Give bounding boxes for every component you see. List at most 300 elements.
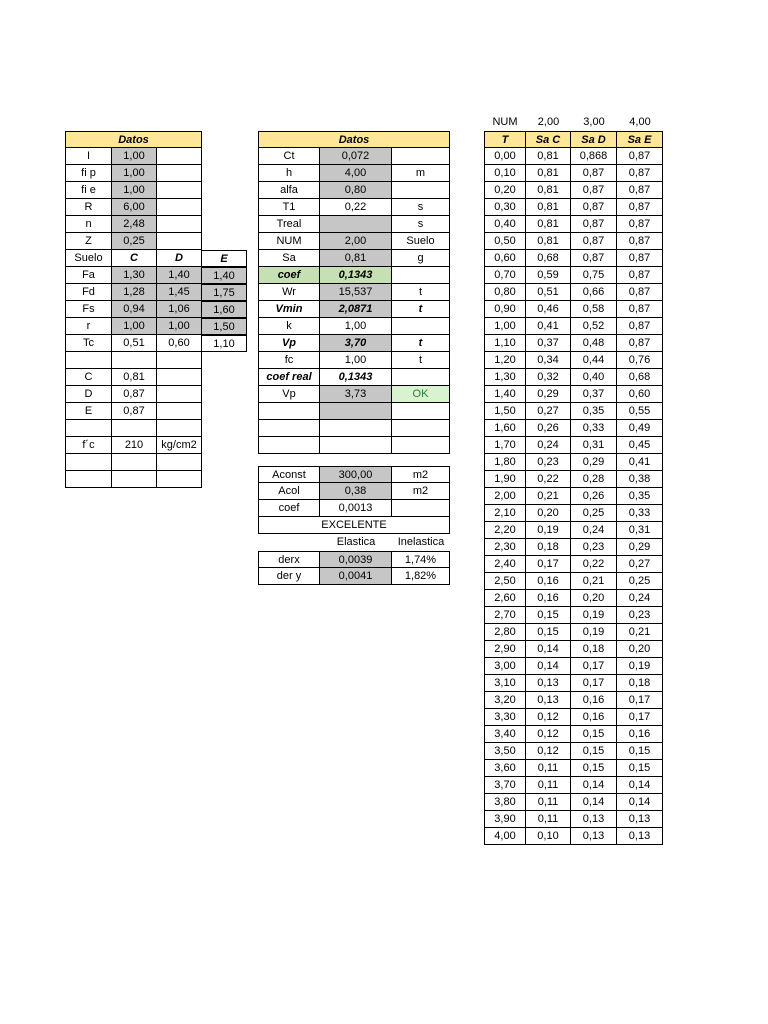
- spectrum-cell-r32-c1[interactable]: 0,13: [526, 692, 571, 709]
- num-row-cell-1[interactable]: 2,00: [537, 116, 560, 128]
- spectrum-cell-r24-c2[interactable]: 0,22: [571, 556, 617, 573]
- spectrum-cell-r27-c0[interactable]: 2,70: [484, 607, 526, 624]
- mid-cell-r11-c2[interactable]: t: [392, 335, 450, 352]
- spectrum-cell-r15-c1[interactable]: 0,27: [526, 403, 571, 420]
- spectrum-cell-r23-c0[interactable]: 2,30: [484, 539, 526, 556]
- spectrum-cell-r36-c1[interactable]: 0,11: [526, 760, 571, 777]
- mid-cell-r12-c2[interactable]: t: [392, 352, 450, 369]
- left-cell-r19-c2[interactable]: [157, 471, 202, 488]
- spectrum-cell-r16-c0[interactable]: 1,60: [484, 420, 526, 437]
- mid-cell-r6-c1[interactable]: 0,81: [320, 250, 392, 267]
- left-cell-r15-c1[interactable]: 0,87: [112, 403, 157, 420]
- verdict-cell[interactable]: EXCELENTE: [258, 517, 450, 534]
- spectrum-cell-r38-c2[interactable]: 0,14: [571, 794, 617, 811]
- spectrum-cell-r18-c0[interactable]: 1,80: [484, 454, 526, 471]
- spectrum-cell-r30-c3[interactable]: 0,19: [617, 658, 663, 675]
- spectrum-cell-r33-c3[interactable]: 0,17: [617, 709, 663, 726]
- mid-cell-r10-c0[interactable]: k: [258, 318, 320, 335]
- mid-cell-r4-c1[interactable]: [320, 216, 392, 233]
- empty-cell[interactable]: [202, 131, 247, 148]
- left-cell-r17-c2[interactable]: kg/cm2: [157, 437, 202, 454]
- left-cell-r18-c2[interactable]: [157, 454, 202, 471]
- spectrum-cell-r11-c1[interactable]: 0,37: [526, 335, 571, 352]
- left-cell-r13-c2[interactable]: [157, 369, 202, 386]
- spectrum-cell-r36-c2[interactable]: 0,15: [571, 760, 617, 777]
- spectrum-cell-r11-c0[interactable]: 1,10: [484, 335, 526, 352]
- spectrum-header-3[interactable]: Sa E: [617, 131, 663, 148]
- spectrum-cell-r24-c0[interactable]: 2,40: [484, 556, 526, 573]
- spectrum-cell-r20-c2[interactable]: 0,26: [571, 488, 617, 505]
- spectrum-cell-r15-c2[interactable]: 0,35: [571, 403, 617, 420]
- left-cell-r15-c3[interactable]: [202, 403, 247, 420]
- spectrum-cell-r26-c3[interactable]: 0,24: [617, 590, 663, 607]
- spectrum-cell-r19-c3[interactable]: 0,38: [617, 471, 663, 488]
- spectrum-cell-r6-c1[interactable]: 0,68: [526, 250, 571, 267]
- spectrum-cell-r4-c1[interactable]: 0,81: [526, 216, 571, 233]
- spectrum-cell-r25-c3[interactable]: 0,25: [617, 573, 663, 590]
- mid-cell-r5-c0[interactable]: NUM: [258, 233, 320, 250]
- spectrum-cell-r30-c0[interactable]: 3,00: [484, 658, 526, 675]
- spectrum-cell-r1-c2[interactable]: 0,87: [571, 165, 617, 182]
- spectrum-cell-r27-c2[interactable]: 0,19: [571, 607, 617, 624]
- spectrum-cell-r28-c3[interactable]: 0,21: [617, 624, 663, 641]
- spectrum-cell-r34-c0[interactable]: 3,40: [484, 726, 526, 743]
- spectrum-cell-r1-c0[interactable]: 0,10: [484, 165, 526, 182]
- left-cell-r5-c1[interactable]: 0,25: [112, 233, 157, 250]
- left-cell-r12-c2[interactable]: [157, 352, 202, 369]
- spectrum-cell-r33-c0[interactable]: 3,30: [484, 709, 526, 726]
- spectrum-cell-r39-c2[interactable]: 0,13: [571, 811, 617, 828]
- spectrum-cell-r38-c1[interactable]: 0,11: [526, 794, 571, 811]
- spectrum-cell-r1-c3[interactable]: 0,87: [617, 165, 663, 182]
- spectrum-cell-r8-c1[interactable]: 0,51: [526, 284, 571, 301]
- drift-header-0[interactable]: [258, 534, 320, 551]
- spectrum-cell-r10-c3[interactable]: 0,87: [617, 318, 663, 335]
- left-cell-r14-c3[interactable]: [202, 386, 247, 403]
- mid-cell-r11-c0[interactable]: Vp: [258, 335, 320, 352]
- lower-cell-r2-c2[interactable]: [392, 500, 450, 517]
- spectrum-cell-r17-c3[interactable]: 0,45: [617, 437, 663, 454]
- spectrum-cell-r31-c3[interactable]: 0,18: [617, 675, 663, 692]
- spectrum-cell-r34-c2[interactable]: 0,15: [571, 726, 617, 743]
- mid-cell-r12-c0[interactable]: fc: [258, 352, 320, 369]
- spectrum-cell-r34-c1[interactable]: 0,12: [526, 726, 571, 743]
- spectrum-cell-r36-c3[interactable]: 0,15: [617, 760, 663, 777]
- spectrum-cell-r17-c1[interactable]: 0,24: [526, 437, 571, 454]
- spectrum-cell-r26-c2[interactable]: 0,20: [571, 590, 617, 607]
- left-cell-r0-c1[interactable]: 1,00: [112, 148, 157, 165]
- spectrum-cell-r37-c1[interactable]: 0,11: [526, 777, 571, 794]
- mid-cell-r10-c2[interactable]: [392, 318, 450, 335]
- left-cell-r7-c1[interactable]: 1,30: [112, 267, 157, 284]
- spectrum-cell-r28-c2[interactable]: 0,19: [571, 624, 617, 641]
- left-cell-r16-c3[interactable]: [202, 420, 247, 437]
- spectrum-cell-r26-c1[interactable]: 0,16: [526, 590, 571, 607]
- left-cell-r11-c2[interactable]: 0,60: [157, 335, 202, 352]
- spectrum-cell-r22-c3[interactable]: 0,31: [617, 522, 663, 539]
- spectrum-cell-r26-c0[interactable]: 2,60: [484, 590, 526, 607]
- spectrum-cell-r0-c1[interactable]: 0,81: [526, 148, 571, 165]
- spectrum-cell-r16-c1[interactable]: 0,26: [526, 420, 571, 437]
- mid-cell-r9-c0[interactable]: Vmin: [258, 301, 320, 318]
- lower-cell-r0-c0[interactable]: Aconst: [258, 466, 320, 483]
- left-cell-r4-c0[interactable]: n: [65, 216, 112, 233]
- spectrum-cell-r34-c3[interactable]: 0,16: [617, 726, 663, 743]
- mid-cell-r4-c2[interactable]: s: [392, 216, 450, 233]
- spectrum-cell-r8-c0[interactable]: 0,80: [484, 284, 526, 301]
- spectrum-cell-r31-c2[interactable]: 0,17: [571, 675, 617, 692]
- left-cell-r4-c3[interactable]: [202, 216, 247, 233]
- spectrum-cell-r2-c1[interactable]: 0,81: [526, 182, 571, 199]
- left-cell-r4-c2[interactable]: [157, 216, 202, 233]
- spectrum-cell-r12-c3[interactable]: 0,76: [617, 352, 663, 369]
- num-row-cell-3[interactable]: 4,00: [629, 116, 651, 128]
- left-cell-r17-c3[interactable]: [202, 437, 247, 454]
- spectrum-cell-r21-c1[interactable]: 0,20: [526, 505, 571, 522]
- mid-cell-r8-c2[interactable]: t: [392, 284, 450, 301]
- spectrum-cell-r13-c2[interactable]: 0,40: [571, 369, 617, 386]
- left-cell-r3-c0[interactable]: R: [65, 199, 112, 216]
- spectrum-cell-r35-c0[interactable]: 3,50: [484, 743, 526, 760]
- left-cell-r8-c0[interactable]: Fd: [65, 284, 112, 301]
- left-cell-r5-c0[interactable]: Z: [65, 233, 112, 250]
- spectrum-cell-r30-c1[interactable]: 0,14: [526, 658, 571, 675]
- mid-cell-r1-c0[interactable]: h: [258, 165, 320, 182]
- spectrum-cell-r29-c0[interactable]: 2,90: [484, 641, 526, 658]
- spectrum-cell-r7-c2[interactable]: 0,75: [571, 267, 617, 284]
- left-cell-r14-c0[interactable]: D: [65, 386, 112, 403]
- mid-cell-r7-c0[interactable]: coef: [258, 267, 320, 284]
- mid-cell-r7-c1[interactable]: 0,1343: [320, 267, 392, 284]
- mid-cell-r17-c0[interactable]: [258, 437, 320, 454]
- spectrum-cell-r25-c2[interactable]: 0,21: [571, 573, 617, 590]
- spectrum-cell-r21-c0[interactable]: 2,10: [484, 505, 526, 522]
- spectrum-cell-r19-c0[interactable]: 1,90: [484, 471, 526, 488]
- spectrum-cell-r16-c3[interactable]: 0,49: [617, 420, 663, 437]
- spectrum-cell-r21-c3[interactable]: 0,33: [617, 505, 663, 522]
- mid-cell-r5-c2[interactable]: Suelo: [392, 233, 450, 250]
- mid-cell-r9-c2[interactable]: t: [392, 301, 450, 318]
- spectrum-cell-r16-c2[interactable]: 0,33: [571, 420, 617, 437]
- mid-cell-r3-c0[interactable]: T1: [258, 199, 320, 216]
- spectrum-cell-r25-c0[interactable]: 2,50: [484, 573, 526, 590]
- spectrum-cell-r3-c1[interactable]: 0,81: [526, 199, 571, 216]
- mid-cell-r2-c2[interactable]: [392, 182, 450, 199]
- drift-cell-r0-c2[interactable]: 1,74%: [392, 551, 450, 568]
- spectrum-cell-r28-c1[interactable]: 0,15: [526, 624, 571, 641]
- spectrum-cell-r5-c0[interactable]: 0,50: [484, 233, 526, 250]
- drift-cell-r0-c0[interactable]: derx: [258, 551, 320, 568]
- spectrum-cell-r37-c3[interactable]: 0,14: [617, 777, 663, 794]
- left-cell-r6-c2[interactable]: D: [157, 250, 202, 267]
- spectrum-cell-r30-c2[interactable]: 0,17: [571, 658, 617, 675]
- mid-cell-r14-c0[interactable]: Vp: [258, 386, 320, 403]
- spectrum-cell-r29-c1[interactable]: 0,14: [526, 641, 571, 658]
- spectrum-cell-r14-c1[interactable]: 0,29: [526, 386, 571, 403]
- spectrum-cell-r10-c0[interactable]: 1,00: [484, 318, 526, 335]
- mid-cell-r7-c2[interactable]: [392, 267, 450, 284]
- spectrum-cell-r39-c0[interactable]: 3,90: [484, 811, 526, 828]
- spectrum-cell-r9-c2[interactable]: 0,58: [571, 301, 617, 318]
- left-cell-r9-c3[interactable]: 1,60: [202, 301, 247, 318]
- spectrum-cell-r18-c2[interactable]: 0,29: [571, 454, 617, 471]
- left-cell-r2-c3[interactable]: [202, 182, 247, 199]
- spectrum-cell-r7-c0[interactable]: 0,70: [484, 267, 526, 284]
- mid-cell-r0-c0[interactable]: Ct: [258, 148, 320, 165]
- mid-cell-r14-c2[interactable]: OK: [392, 386, 450, 403]
- spectrum-cell-r28-c0[interactable]: 2,80: [484, 624, 526, 641]
- lower-cell-r2-c0[interactable]: coef: [258, 500, 320, 517]
- spectrum-cell-r27-c3[interactable]: 0,23: [617, 607, 663, 624]
- spectrum-cell-r40-c2[interactable]: 0,13: [571, 828, 617, 845]
- spectrum-cell-r5-c1[interactable]: 0,81: [526, 233, 571, 250]
- spectrum-cell-r31-c1[interactable]: 0,13: [526, 675, 571, 692]
- mid-table-title[interactable]: Datos: [258, 131, 450, 148]
- spectrum-cell-r15-c0[interactable]: 1,50: [484, 403, 526, 420]
- left-cell-r7-c3[interactable]: 1,40: [202, 267, 247, 284]
- spectrum-cell-r40-c0[interactable]: 4,00: [484, 828, 526, 845]
- left-cell-r13-c0[interactable]: C: [65, 369, 112, 386]
- mid-cell-r12-c1[interactable]: 1,00: [320, 352, 392, 369]
- spectrum-cell-r10-c1[interactable]: 0,41: [526, 318, 571, 335]
- spectrum-header-0[interactable]: T: [484, 131, 526, 148]
- left-cell-r3-c3[interactable]: [202, 199, 247, 216]
- spectrum-cell-r9-c0[interactable]: 0,90: [484, 301, 526, 318]
- spectrum-cell-r24-c3[interactable]: 0,27: [617, 556, 663, 573]
- spectrum-cell-r13-c0[interactable]: 1,30: [484, 369, 526, 386]
- spectrum-header-2[interactable]: Sa D: [571, 131, 617, 148]
- mid-cell-r4-c0[interactable]: Treal: [258, 216, 320, 233]
- left-cell-r19-c0[interactable]: [65, 471, 112, 488]
- spectrum-cell-r5-c2[interactable]: 0,87: [571, 233, 617, 250]
- left-cell-r14-c1[interactable]: 0,87: [112, 386, 157, 403]
- left-cell-r11-c0[interactable]: Tc: [65, 335, 112, 352]
- drift-header-1[interactable]: Elastica: [336, 536, 376, 548]
- spectrum-cell-r0-c3[interactable]: 0,87: [617, 148, 663, 165]
- spectrum-cell-r0-c0[interactable]: 0,00: [484, 148, 526, 165]
- spectrum-cell-r24-c1[interactable]: 0,17: [526, 556, 571, 573]
- spectrum-cell-r35-c1[interactable]: 0,12: [526, 743, 571, 760]
- left-cell-r10-c2[interactable]: 1,00: [157, 318, 202, 335]
- spectrum-cell-r35-c2[interactable]: 0,15: [571, 743, 617, 760]
- left-cell-r4-c1[interactable]: 2,48: [112, 216, 157, 233]
- spectrum-cell-r20-c1[interactable]: 0,21: [526, 488, 571, 505]
- spectrum-cell-r38-c3[interactable]: 0,14: [617, 794, 663, 811]
- mid-cell-r3-c1[interactable]: 0,22: [320, 199, 392, 216]
- mid-cell-r16-c2[interactable]: [392, 420, 450, 437]
- spectrum-cell-r40-c3[interactable]: 0,13: [617, 828, 663, 845]
- left-cell-r1-c3[interactable]: [202, 165, 247, 182]
- left-cell-r8-c3[interactable]: 1,75: [202, 284, 247, 301]
- spectrum-cell-r18-c1[interactable]: 0,23: [526, 454, 571, 471]
- spectrum-cell-r19-c2[interactable]: 0,28: [571, 471, 617, 488]
- left-cell-r8-c1[interactable]: 1,28: [112, 284, 157, 301]
- spectrum-cell-r7-c3[interactable]: 0,87: [617, 267, 663, 284]
- spectrum-cell-r14-c3[interactable]: 0,60: [617, 386, 663, 403]
- spectrum-cell-r2-c2[interactable]: 0,87: [571, 182, 617, 199]
- left-cell-r18-c0[interactable]: [65, 454, 112, 471]
- spectrum-cell-r6-c0[interactable]: 0,60: [484, 250, 526, 267]
- spectrum-cell-r4-c3[interactable]: 0,87: [617, 216, 663, 233]
- left-cell-r0-c0[interactable]: I: [65, 148, 112, 165]
- spectrum-cell-r21-c2[interactable]: 0,25: [571, 505, 617, 522]
- left-cell-r6-c0[interactable]: Suelo: [65, 250, 112, 267]
- left-cell-r19-c3[interactable]: [202, 471, 247, 488]
- spectrum-cell-r22-c0[interactable]: 2,20: [484, 522, 526, 539]
- left-cell-r3-c1[interactable]: 6,00: [112, 199, 157, 216]
- mid-cell-r2-c1[interactable]: 0,80: [320, 182, 392, 199]
- spectrum-cell-r0-c2[interactable]: 0,868: [571, 148, 617, 165]
- left-cell-r12-c1[interactable]: [112, 352, 157, 369]
- spectrum-cell-r12-c0[interactable]: 1,20: [484, 352, 526, 369]
- mid-cell-r5-c1[interactable]: 2,00: [320, 233, 392, 250]
- left-cell-r10-c0[interactable]: r: [65, 318, 112, 335]
- spectrum-cell-r6-c3[interactable]: 0,87: [617, 250, 663, 267]
- mid-cell-r16-c1[interactable]: [320, 420, 392, 437]
- mid-cell-r0-c2[interactable]: [392, 148, 450, 165]
- spectrum-cell-r23-c3[interactable]: 0,29: [617, 539, 663, 556]
- spectrum-cell-r39-c3[interactable]: 0,13: [617, 811, 663, 828]
- spectrum-cell-r9-c1[interactable]: 0,46: [526, 301, 571, 318]
- left-cell-r12-c0[interactable]: [65, 352, 112, 369]
- spectrum-cell-r5-c3[interactable]: 0,87: [617, 233, 663, 250]
- spectrum-cell-r25-c1[interactable]: 0,16: [526, 573, 571, 590]
- spectrum-cell-r14-c0[interactable]: 1,40: [484, 386, 526, 403]
- drift-cell-r1-c1[interactable]: 0,0041: [320, 568, 392, 585]
- spectrum-cell-r36-c0[interactable]: 3,60: [484, 760, 526, 777]
- spectrum-cell-r12-c2[interactable]: 0,44: [571, 352, 617, 369]
- left-cell-r10-c1[interactable]: 1,00: [112, 318, 157, 335]
- spectrum-cell-r32-c0[interactable]: 3,20: [484, 692, 526, 709]
- spectrum-cell-r27-c1[interactable]: 0,15: [526, 607, 571, 624]
- left-cell-r7-c0[interactable]: Fa: [65, 267, 112, 284]
- drift-cell-r1-c2[interactable]: 1,82%: [392, 568, 450, 585]
- mid-cell-r14-c1[interactable]: 3,73: [320, 386, 392, 403]
- left-cell-r1-c0[interactable]: fi p: [65, 165, 112, 182]
- spectrum-cell-r13-c3[interactable]: 0,68: [617, 369, 663, 386]
- mid-cell-r6-c0[interactable]: Sa: [258, 250, 320, 267]
- mid-cell-r13-c2[interactable]: [392, 369, 450, 386]
- left-cell-r8-c2[interactable]: 1,45: [157, 284, 202, 301]
- left-cell-r16-c1[interactable]: [112, 420, 157, 437]
- mid-cell-r6-c2[interactable]: g: [392, 250, 450, 267]
- left-cell-r6-c3[interactable]: E: [202, 250, 247, 267]
- left-cell-r9-c2[interactable]: 1,06: [157, 301, 202, 318]
- mid-cell-r10-c1[interactable]: 1,00: [320, 318, 392, 335]
- spectrum-cell-r14-c2[interactable]: 0,37: [571, 386, 617, 403]
- mid-cell-r3-c2[interactable]: s: [392, 199, 450, 216]
- left-cell-r1-c2[interactable]: [157, 165, 202, 182]
- mid-cell-r17-c1[interactable]: [320, 437, 392, 454]
- left-cell-r18-c1[interactable]: [112, 454, 157, 471]
- spectrum-cell-r39-c1[interactable]: 0,11: [526, 811, 571, 828]
- mid-cell-r0-c1[interactable]: 0,072: [320, 148, 392, 165]
- spectrum-cell-r6-c2[interactable]: 0,87: [571, 250, 617, 267]
- mid-cell-r13-c0[interactable]: coef real: [258, 369, 320, 386]
- spectrum-cell-r13-c1[interactable]: 0,32: [526, 369, 571, 386]
- left-cell-r15-c2[interactable]: [157, 403, 202, 420]
- drift-cell-r0-c1[interactable]: 0,0039: [320, 551, 392, 568]
- mid-cell-r11-c1[interactable]: 3,70: [320, 335, 392, 352]
- left-cell-r9-c1[interactable]: 0,94: [112, 301, 157, 318]
- left-cell-r19-c1[interactable]: [112, 471, 157, 488]
- spectrum-cell-r33-c2[interactable]: 0,16: [571, 709, 617, 726]
- left-cell-r5-c2[interactable]: [157, 233, 202, 250]
- left-cell-r17-c0[interactable]: f´c: [65, 437, 112, 454]
- spectrum-cell-r31-c0[interactable]: 3,10: [484, 675, 526, 692]
- left-cell-r1-c1[interactable]: 1,00: [112, 165, 157, 182]
- spectrum-cell-r23-c1[interactable]: 0,18: [526, 539, 571, 556]
- left-cell-r13-c3[interactable]: [202, 369, 247, 386]
- spectrum-cell-r3-c0[interactable]: 0,30: [484, 199, 526, 216]
- spectrum-cell-r2-c3[interactable]: 0,87: [617, 182, 663, 199]
- spectrum-cell-r4-c0[interactable]: 0,40: [484, 216, 526, 233]
- spectrum-cell-r32-c3[interactable]: 0,17: [617, 692, 663, 709]
- spectrum-cell-r19-c1[interactable]: 0,22: [526, 471, 571, 488]
- spectrum-cell-r11-c2[interactable]: 0,48: [571, 335, 617, 352]
- spectrum-cell-r15-c3[interactable]: 0,55: [617, 403, 663, 420]
- num-row-cell-0[interactable]: NUM: [492, 116, 518, 128]
- left-cell-r6-c1[interactable]: C: [112, 250, 157, 267]
- left-cell-r0-c3[interactable]: [202, 148, 247, 165]
- lower-cell-r2-c1[interactable]: 0,0013: [320, 500, 392, 517]
- spectrum-cell-r11-c3[interactable]: 0,87: [617, 335, 663, 352]
- mid-cell-r1-c1[interactable]: 4,00: [320, 165, 392, 182]
- left-cell-r9-c0[interactable]: Fs: [65, 301, 112, 318]
- lower-cell-r0-c2[interactable]: m2: [392, 466, 450, 483]
- lower-cell-r1-c2[interactable]: m2: [392, 483, 450, 500]
- spectrum-cell-r17-c0[interactable]: 1,70: [484, 437, 526, 454]
- mid-cell-r15-c0[interactable]: [258, 403, 320, 420]
- spectrum-cell-r4-c2[interactable]: 0,87: [571, 216, 617, 233]
- spectrum-cell-r3-c2[interactable]: 0,87: [571, 199, 617, 216]
- spectrum-cell-r20-c0[interactable]: 2,00: [484, 488, 526, 505]
- left-cell-r12-c3[interactable]: [202, 352, 247, 369]
- left-cell-r18-c3[interactable]: [202, 454, 247, 471]
- left-cell-r16-c0[interactable]: [65, 420, 112, 437]
- spectrum-cell-r18-c3[interactable]: 0,41: [617, 454, 663, 471]
- spectrum-cell-r22-c2[interactable]: 0,24: [571, 522, 617, 539]
- spectrum-cell-r32-c2[interactable]: 0,16: [571, 692, 617, 709]
- spectrum-cell-r20-c3[interactable]: 0,35: [617, 488, 663, 505]
- drift-header-2[interactable]: Inelastica: [397, 536, 445, 548]
- left-cell-r2-c1[interactable]: 1,00: [112, 182, 157, 199]
- drift-cell-r1-c0[interactable]: der y: [258, 568, 320, 585]
- left-cell-r3-c2[interactable]: [157, 199, 202, 216]
- mid-cell-r15-c1[interactable]: [320, 403, 392, 420]
- spectrum-cell-r33-c1[interactable]: 0,12: [526, 709, 571, 726]
- spectrum-cell-r2-c0[interactable]: 0,20: [484, 182, 526, 199]
- spectrum-cell-r1-c1[interactable]: 0,81: [526, 165, 571, 182]
- lower-cell-r1-c0[interactable]: Acol: [258, 483, 320, 500]
- mid-cell-r8-c0[interactable]: Wr: [258, 284, 320, 301]
- left-cell-r16-c2[interactable]: [157, 420, 202, 437]
- left-table-title[interactable]: Datos: [65, 131, 202, 148]
- spectrum-cell-r37-c2[interactable]: 0,14: [571, 777, 617, 794]
- spectrum-cell-r12-c1[interactable]: 0,34: [526, 352, 571, 369]
- mid-cell-r2-c0[interactable]: alfa: [258, 182, 320, 199]
- mid-cell-r15-c2[interactable]: [392, 403, 450, 420]
- left-cell-r11-c1[interactable]: 0,51: [112, 335, 157, 352]
- left-cell-r2-c2[interactable]: [157, 182, 202, 199]
- mid-cell-r17-c2[interactable]: [392, 437, 450, 454]
- left-cell-r11-c3[interactable]: 1,10: [202, 335, 247, 352]
- mid-cell-r1-c2[interactable]: m: [392, 165, 450, 182]
- left-cell-r14-c2[interactable]: [157, 386, 202, 403]
- spectrum-header-1[interactable]: Sa C: [526, 131, 571, 148]
- spectrum-cell-r22-c1[interactable]: 0,19: [526, 522, 571, 539]
- mid-cell-r9-c1[interactable]: 2,0871: [320, 301, 392, 318]
